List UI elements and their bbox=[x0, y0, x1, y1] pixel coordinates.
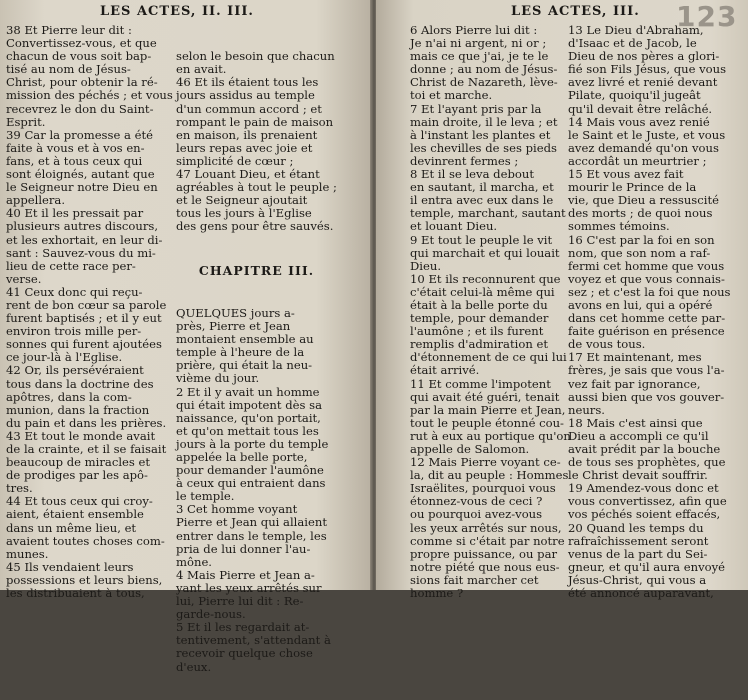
text-line: 20 Quand les temps du bbox=[568, 520, 704, 535]
text-line: du pain et dans les prières. bbox=[6, 415, 167, 430]
text-line: vez fait par ignorance, bbox=[568, 376, 701, 391]
text-line: selon le besoin que chacun bbox=[176, 49, 335, 64]
text-line: sont éloignés, autant que bbox=[6, 167, 155, 182]
text-line: munes. bbox=[6, 546, 49, 561]
text-line: prière, qui était la neu- bbox=[176, 358, 313, 373]
right-page bbox=[376, 0, 748, 601]
text-line: 7 Et l'ayant pris par la bbox=[410, 101, 542, 116]
text-line: 46 Et ils étaient tous les bbox=[176, 75, 319, 90]
text-line: comme si c'était par notre bbox=[410, 533, 565, 548]
text-line: c'était celui-là même qui bbox=[410, 284, 555, 299]
left-column-1 bbox=[6, 24, 173, 600]
text-line: faite à vous et à vos en- bbox=[6, 140, 145, 155]
text-line: vos péchés soient effacés, bbox=[568, 507, 721, 522]
text-line: chacun de vous soit bap- bbox=[6, 49, 152, 64]
text-line: naissance, qu'on portait, bbox=[176, 410, 321, 425]
text-line: munion, dans la fraction bbox=[6, 402, 150, 417]
text-line: appelle de Salomon. bbox=[410, 442, 530, 456]
text-line: recevrez le don du Saint- bbox=[6, 101, 154, 116]
text-line: frères, je sais que vous l'a- bbox=[568, 363, 725, 378]
text-line: sions fait marcher cet bbox=[410, 572, 539, 587]
left-column-2 bbox=[176, 24, 337, 700]
text-line: temple, marchant, sautant bbox=[410, 206, 566, 221]
text-line: dans un même lieu, et bbox=[6, 520, 137, 535]
text-line: temple, pour demander bbox=[410, 311, 549, 326]
text-line: d'un commun accord ; et bbox=[176, 101, 322, 116]
text-line: dans cet homme cette par- bbox=[568, 311, 726, 326]
text-line: en sautant, il marcha, et bbox=[410, 180, 554, 195]
text-line: mais ce que j'ai, je te le bbox=[410, 49, 549, 64]
text-line: gneur, et qu'il aura envoyé bbox=[568, 559, 726, 574]
text-line: 17 Et maintenant, mes bbox=[568, 350, 702, 365]
text-line: leurs repas avec joie et bbox=[176, 140, 313, 155]
text-line: 40 Et il les pressait par bbox=[6, 206, 144, 221]
text-line: le Seigneur notre Dieu en bbox=[6, 180, 158, 195]
text-line: 3 Cet homme voyant bbox=[176, 502, 298, 517]
text-line: en avait. bbox=[176, 62, 227, 77]
text-line: Christ de Nazareth, lève- bbox=[410, 75, 558, 90]
text-line: tout le peuple étonné cou- bbox=[410, 415, 564, 430]
text-line: mône. bbox=[176, 554, 212, 569]
text-line: en maison, ils prenaient bbox=[176, 127, 318, 142]
text-line: 19 Amendez-vous donc et bbox=[568, 481, 719, 496]
text-line: 41 Ceux donc qui reçu- bbox=[6, 284, 143, 299]
text-line: mourir le Prince de la bbox=[568, 180, 697, 195]
text-line: 47 Louant Dieu, et étant bbox=[176, 167, 320, 182]
text-line: avez demandé qu'on vous bbox=[568, 140, 719, 155]
text-line: 45 Ils vendaient leurs bbox=[6, 559, 134, 574]
text-line: homme ? bbox=[410, 586, 464, 601]
text-line: de vous tous. bbox=[568, 337, 646, 352]
text-line: et les exhortait, en leur di- bbox=[6, 232, 163, 247]
text-line: 4 Mais Pierre et Jean a- bbox=[176, 567, 315, 582]
text-line: appelée la belle porte, bbox=[176, 450, 308, 464]
text-line: d'étonnement de ce qui lui bbox=[410, 350, 567, 365]
text-line: environ trois mille per- bbox=[6, 324, 142, 339]
left-running-head: LES ACTES, II. III. bbox=[100, 4, 254, 19]
text-line: 5 Et il les regardait at- bbox=[176, 620, 310, 635]
text-line: de la crainte, et il se faisait bbox=[6, 442, 167, 456]
text-line: 10 Et ils reconnurent que bbox=[410, 271, 561, 286]
text-line: lui, Pierre lui dit : Re- bbox=[176, 594, 304, 609]
text-line: et qu'on mettait tous les bbox=[176, 423, 319, 438]
text-line: beaucoup de miracles et bbox=[6, 455, 151, 470]
text-line: recevoir quelque chose bbox=[176, 646, 313, 661]
text-line: Dieu a accompli ce qu'il bbox=[568, 428, 709, 443]
text-line: sez ; et c'est la foi que nous bbox=[568, 284, 731, 299]
text-line: ou pourquoi avez-vous bbox=[410, 507, 543, 522]
text-line: tous les jours à l'Eglise bbox=[176, 206, 312, 221]
text-line: vie, que Dieu a ressuscité bbox=[568, 193, 719, 208]
text-line: yant les yeux arrêtés sur bbox=[176, 580, 322, 595]
text-line: simplicité de cœur ; bbox=[176, 153, 294, 168]
text-line: voyez et que vous connais- bbox=[568, 271, 725, 286]
left-column-2-chapter-verses bbox=[176, 307, 337, 674]
text-line: 8 Et il se leva debout bbox=[410, 167, 534, 182]
text-line: Je n'ai ni argent, ni or ; bbox=[410, 36, 547, 51]
text-line: toi et marche. bbox=[410, 88, 493, 103]
text-line: Esprit. bbox=[6, 114, 46, 129]
text-line: près, Pierre et Jean bbox=[176, 319, 291, 334]
text-line: qui était impotent dès sa bbox=[176, 397, 322, 412]
text-line: aussi bien que vos gouver- bbox=[568, 389, 725, 404]
text-line: d'Isaac et de Jacob, le bbox=[568, 36, 697, 51]
text-line: temple à l'heure de la bbox=[176, 345, 305, 360]
text-line: entrer dans le temple, les bbox=[176, 528, 327, 543]
handwritten-page-number: 123 bbox=[676, 0, 738, 33]
text-line: faite guérison en présence bbox=[568, 324, 725, 339]
text-line: neurs. bbox=[568, 402, 605, 417]
text-line: tous dans la doctrine des bbox=[6, 376, 154, 391]
text-line: l'aumône ; et ils furent bbox=[410, 324, 544, 339]
text-line: verse. bbox=[6, 271, 42, 286]
text-line: furent baptisés ; et il y eut bbox=[6, 311, 162, 326]
text-line: 13 Le Dieu d'Abraham, bbox=[568, 23, 704, 37]
text-line: possessions et leurs biens, bbox=[6, 572, 163, 587]
right-column-2 bbox=[568, 24, 731, 600]
text-line: 38 Et Pierre leur dit : bbox=[6, 23, 132, 37]
text-line: rent de bon cœur sa parole bbox=[6, 297, 167, 312]
text-line: appellera. bbox=[6, 193, 66, 208]
right-column-1 bbox=[410, 24, 571, 600]
text-line: sant : Sauvez-vous du mi- bbox=[6, 245, 156, 260]
text-line: remplis d'admiration et bbox=[410, 337, 548, 352]
left-page bbox=[0, 0, 372, 674]
text-line: tentivement, s'attendant à bbox=[176, 633, 331, 648]
text-line: 16 C'est par la foi en son bbox=[568, 232, 715, 247]
text-line: rafraîchissement seront bbox=[568, 533, 709, 548]
text-line: vième du jour. bbox=[176, 371, 260, 386]
text-line: de prodiges par les apô- bbox=[6, 468, 148, 483]
text-line: 6 Alors Pierre lui dit : bbox=[410, 23, 538, 37]
text-line: les chevilles de ses pieds bbox=[410, 140, 557, 155]
left-column-2-verses bbox=[176, 50, 337, 233]
text-line: ce jour-là à l'Eglise. bbox=[6, 350, 123, 365]
text-line: 11 Et comme l'impotent bbox=[410, 376, 551, 391]
text-line: notre piété que nous eus- bbox=[410, 559, 560, 574]
text-line: apôtres, dans la com- bbox=[6, 389, 132, 404]
text-line: donne ; au nom de Jésus- bbox=[410, 62, 558, 77]
text-line: propre puissance, ou par bbox=[410, 546, 558, 561]
text-line: agréables à tout le peuple ; bbox=[176, 180, 337, 195]
text-line: le Saint et le Juste, et vous bbox=[568, 127, 726, 142]
text-line: Dieu. bbox=[410, 258, 442, 273]
text-line: devinrent fermes ; bbox=[410, 153, 519, 168]
text-line: rompant le pain de maison bbox=[176, 114, 334, 129]
text-line: était arrivé. bbox=[410, 363, 480, 378]
text-line: étonnez-vous de ceci ? bbox=[410, 494, 543, 509]
text-line: et louant Dieu. bbox=[410, 219, 498, 234]
text-line: fans, et à tous ceux qui bbox=[6, 153, 143, 168]
text-line: 2 Et il y avait un homme bbox=[176, 384, 320, 399]
text-line: fié son Fils Jésus, que vous bbox=[568, 62, 727, 77]
text-line: sommes témoins. bbox=[568, 219, 670, 234]
text-line: lieu de cette race per- bbox=[6, 258, 136, 273]
right-running-head: LES ACTES, III. bbox=[511, 4, 640, 19]
text-line: 15 Et vous avez fait bbox=[568, 167, 684, 182]
text-line: Dieu de nos pères a glori- bbox=[568, 49, 720, 64]
text-line: de tous ses prophètes, que bbox=[568, 455, 726, 470]
text-line: la, dit au peuple : Hommes bbox=[410, 468, 569, 483]
text-line: aient, étaient ensemble bbox=[6, 507, 144, 522]
text-line: tisé au nom de Jésus- bbox=[6, 62, 131, 77]
text-line: 39 Car la promesse a été bbox=[6, 127, 153, 142]
text-line: 12 Mais Pierre voyant ce- bbox=[410, 455, 561, 470]
text-line: 44 Et tous ceux qui croy- bbox=[6, 494, 153, 509]
text-line: il entra avec eux dans le bbox=[410, 193, 554, 208]
text-line: montaient ensemble au bbox=[176, 332, 314, 347]
text-line: 43 Et tout le monde avait bbox=[6, 428, 156, 443]
text-line: par la main Pierre et Jean, bbox=[410, 402, 566, 417]
text-line: main droite, il le leva ; et bbox=[410, 114, 558, 129]
text-line: 18 Mais c'est ainsi que bbox=[568, 415, 703, 430]
text-line: et le Seigneur ajoutait bbox=[176, 193, 308, 208]
text-line: avait prédit par la bouche bbox=[568, 442, 721, 456]
text-line: fermi cet homme que vous bbox=[568, 258, 725, 273]
text-line: avons en lui, qui a opéré bbox=[568, 297, 713, 312]
text-line: vous convertissez, afin que bbox=[568, 494, 727, 509]
text-line: tres. bbox=[6, 481, 33, 496]
text-line: plusieurs autres discours, bbox=[6, 219, 159, 234]
text-line: avaient toutes choses com- bbox=[6, 533, 165, 548]
text-line: sonnes qui furent ajoutées bbox=[6, 337, 162, 352]
text-line: nom, que son nom a raf- bbox=[568, 245, 711, 260]
text-line: 42 Or, ils persévéraient bbox=[6, 363, 144, 378]
text-line: le temple. bbox=[176, 489, 235, 504]
text-line: mission des péchés ; et vous bbox=[6, 88, 173, 103]
text-line: les yeux arrêtés sur nous, bbox=[410, 520, 562, 535]
text-line: accordât un meurtrier ; bbox=[568, 153, 707, 168]
text-line: 14 Mais vous avez renié bbox=[568, 114, 710, 129]
text-line: Israëlites, pourquoi vous bbox=[410, 481, 556, 496]
text-line: Convertissez-vous, et que bbox=[6, 36, 157, 51]
text-line: jours assidus au temple bbox=[176, 88, 315, 103]
text-line: des morts ; de quoi nous bbox=[568, 206, 713, 221]
text-line: à ceux qui entraient dans bbox=[176, 476, 326, 491]
text-line: garde-nous. bbox=[176, 607, 246, 622]
text-line: Pierre et Jean qui allaient bbox=[176, 515, 327, 530]
text-line: d'eux. bbox=[176, 659, 212, 674]
text-line: venus de la part du Sei- bbox=[568, 546, 708, 561]
text-line: été annoncé auparavant, bbox=[568, 586, 714, 601]
text-line: des gens pour être sauvés. bbox=[176, 219, 334, 234]
text-line: qu'il devait être relâché. bbox=[568, 101, 713, 116]
text-line: rut à eux au portique qu'on bbox=[410, 428, 571, 443]
text-line: QUELQUES jours a- bbox=[176, 305, 295, 320]
text-line: avez livré et renié devant bbox=[568, 75, 718, 90]
text-line: pria de lui donner l'au- bbox=[176, 541, 311, 556]
text-line: Jésus-Christ, qui vous a bbox=[568, 572, 707, 587]
text-line: jours à la porte du temple bbox=[176, 436, 329, 451]
text-line: à l'instant les plantes et bbox=[410, 127, 551, 142]
text-line: les distribuaient à tous, bbox=[6, 586, 145, 601]
text-line: qui avait été guéri, tenait bbox=[410, 389, 560, 404]
text-line: pour demander l'aumône bbox=[176, 463, 324, 478]
text-line: Christ, pour obtenir la ré- bbox=[6, 75, 158, 90]
chapter-heading: CHAPITRE III. bbox=[198, 262, 315, 278]
text-line: était à la belle porte du bbox=[410, 297, 548, 312]
text-line: Pilate, quoiqu'il jugeât bbox=[568, 88, 701, 103]
text-line: le Christ devait souffrir. bbox=[568, 468, 708, 483]
text-line: 9 Et tout le peuple le vit bbox=[410, 232, 553, 247]
text-line: qui marchait et qui louait bbox=[410, 245, 560, 260]
